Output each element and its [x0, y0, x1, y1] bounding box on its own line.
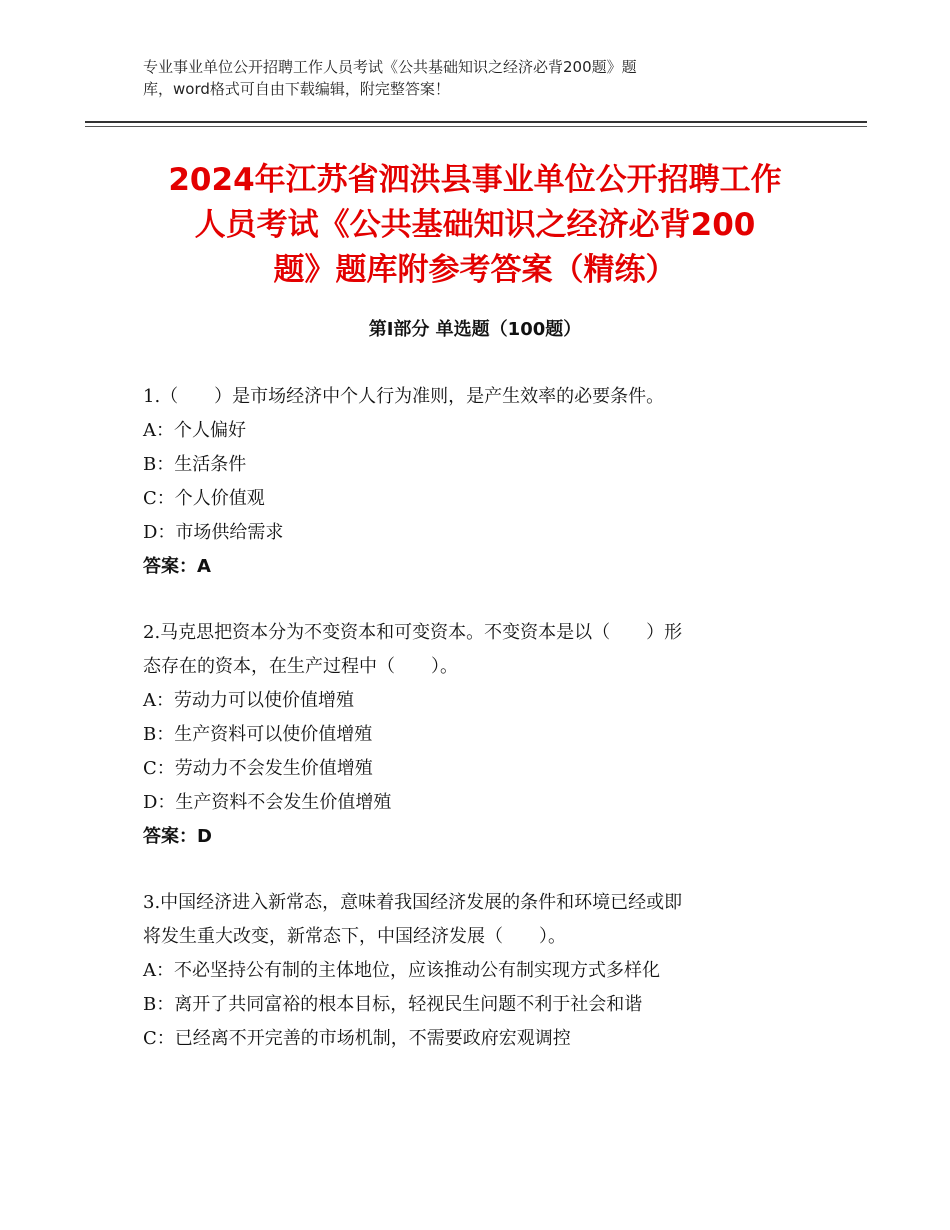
option-a: A：个人偏好 [143, 420, 246, 441]
question-stem: 3.中国经济进入新常态，意味着我国经济发展的条件和环境已经或即 [143, 892, 683, 913]
header-divider-thin [85, 126, 867, 127]
question-stem-cont: 将发生重大改变，新常态下，中国经济发展（ ）。 [143, 926, 566, 947]
header-line-1: 专业事业单位公开招聘工作人员考试《公共基础知识之经济必背200题》题 [143, 58, 637, 76]
header-divider [85, 121, 867, 123]
option-a: A：不必坚持公有制的主体地位，应该推动公有制实现方式多样化 [143, 960, 660, 981]
question-stem: 1.（ ）是市场经济中个人行为准则，是产生效率的必要条件。 [143, 386, 665, 407]
question-3 [143, 886, 803, 1056]
question-stem: 2.马克思把资本分为不变资本和可变资本。不变资本是以（ ）形 [143, 622, 683, 643]
answer-label: 答案：D [143, 826, 212, 847]
option-a: A：劳动力可以使价值增殖 [143, 690, 354, 711]
answer-label: 答案：A [143, 556, 211, 577]
question-2 [143, 616, 803, 854]
option-b: B：离开了共同富裕的根本目标，轻视民生问题不利于社会和谐 [143, 994, 643, 1015]
title-line-1: 2024年江苏省泗洪县事业单位公开招聘工作 [168, 162, 782, 198]
option-b: B：生活条件 [143, 454, 247, 475]
question-1 [143, 380, 803, 584]
option-b: B：生产资料可以使价值增殖 [143, 724, 373, 745]
title-line-2: 人员考试《公共基础知识之经济必背200 [194, 207, 756, 243]
option-c: C：劳动力不会发生价值增殖 [143, 758, 373, 779]
question-stem-cont: 态存在的资本，在生产过程中（ ）。 [143, 656, 458, 677]
question-list [143, 380, 803, 1088]
option-c: C：已经离不开完善的市场机制，不需要政府宏观调控 [143, 1028, 571, 1049]
option-d: D：市场供给需求 [143, 522, 284, 543]
option-d: D：生产资料不会发生价值增殖 [143, 792, 392, 813]
title-line-3: 题》题库附参考答案（精练） [273, 252, 677, 288]
header-line-2: 库，word格式可自由下载编辑，附完整答案！ [143, 80, 450, 98]
page-header [143, 56, 773, 100]
section-heading: 第Ⅰ部分 单选题（100题） [368, 319, 582, 340]
document-title [120, 158, 830, 293]
option-c: C：个人价值观 [143, 488, 265, 509]
